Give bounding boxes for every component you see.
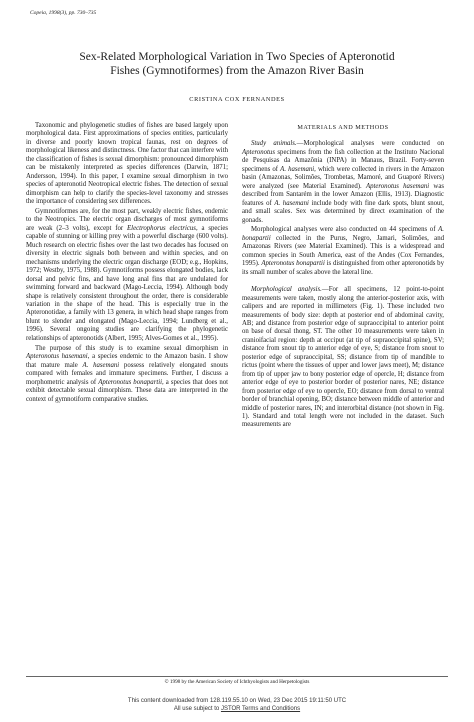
subsection-lead: Morphological analysis. — [251, 286, 322, 294]
text-run: which were collected in rivers in the Amazon basin (Amazonas, Solimões, Trombetas, Mamoré, and Guaporé Rivers) were analyzed (see Material Examined). — [242, 165, 444, 190]
download-notice — [0, 698, 474, 713]
text-run: specimens from the fish collection at the Instituto Nacional de Pesquisas da Amazônia (INPA) in Manaus, Brazil. Forty-seven specimens of — [242, 148, 444, 173]
text-run: a species that does not exhibit detectable sexual dimorphism. These data are interpreted in the context of gymnotiform comparative studies. — [26, 378, 229, 403]
jstor-terms-link[interactable]: JSTOR Terms and Conditions — [220, 705, 301, 712]
title-line-2: Fishes (Gymnotiformes) from the Amazon River Basin — [110, 65, 364, 77]
text-run: is distinguished from other apteronotids by its small number of scales above the lateral line. — [242, 260, 444, 276]
text-run: a species capable of stunning or killing prey with a powerful discharge (600 volts). Much research on electric fishes over the last two decades has focused on diversity in electric signals both between and within species, and on mechanisms underlying the electric organ discharge (EOD; e.g., Hopkins, 1972; Westby, 1975, 1988). Gymnotiforms possess elongated bodies, lack dorsal and pelvic fins, and have long anal fins that are undulated for swimming forward and backward (Mago-Leccia, 1994). Although body shape is relatively consistent throughout the order, there is considerable variation in the shape of the head. This is especially true in the Apteronotidae, a family with 13 genera, in which head shape ranges from blunt to slender and elongated (Mago-Leccia, 1994; Lundberg et al., 1996). Several ongoing studies are clarifying the phylogenetic relationships of apteronotids (Albert, 1995; Alves-Gomes et al., 1995). — [26, 224, 228, 342]
text-run: Morphological analyses were also conducted on 44 specimens of — [251, 226, 439, 234]
article-title — [30, 50, 444, 78]
subsection-lead: Study animals. — [251, 140, 297, 148]
species-name: Electrophorus electricus, — [127, 224, 198, 232]
title-line-1: Sex-Related Morphological Variation in Two Species of Apteronotid — [79, 51, 395, 63]
text-run: —Morphological analyses were conducted on — [296, 140, 445, 148]
text-run: collected in the Purus, Negro, Jamari, Solimões, and Amazonas Rivers (see Material Examined). This is a widespread and common species in South America, east of the Andes (Cox Fernandes, 1995). — [242, 234, 444, 268]
species-name: A. hasemani, — [280, 165, 316, 173]
intro-paragraph-3 — [26, 345, 228, 404]
terms-prefix: All use subject to — [173, 705, 221, 712]
text-run: possess relatively elongated snouts compared with females and immature specimens. Further, I discuss a morphometric analysis of — [26, 361, 229, 386]
left-column — [26, 122, 228, 404]
download-line: This content downloaded from 128.119.55.10 on Wed, 23 Dec 2015 19:11:50 UTC — [127, 698, 347, 704]
text-run: The purpose of this study is to examine sexual dimorphism in — [35, 344, 228, 352]
copyright-notice: © 1998 by the American Society of Ichthyologists and Herpetologists — [164, 679, 310, 685]
author-name: CRISTINA COX FERNANDES — [189, 96, 285, 103]
species-name: Apteronotus bonapartii — [261, 260, 325, 268]
species-name: Apteronotus hasemani — [365, 182, 430, 190]
species-name: Apteronotus bonapartii, — [98, 378, 164, 386]
species-name: A. hasemani — [82, 361, 120, 369]
journal-reference: Copeia, 1998(3), pp. 730–735 — [30, 10, 97, 16]
terms-line — [0, 706, 474, 714]
right-column — [242, 122, 444, 430]
section-heading: MATERIALS AND METHODS — [297, 124, 389, 131]
text-run: —For all specimens, 12 point-to-point measurements were taken, mostly along the anterior-posterior axis, with calipers and are reported in millimeters (Fig. 1). These included two measurements of body size: depth at posterior end of abdominal cavity, AB; and distance from posterior edge of supraoccipital to anterior point on base of dorsal thong, ST. The other 10 measurements were taken in cranioifacial region: depth at occiput (at tip of supraoccipital spine), SV; distance from snout tip to anterior edge of eye, S; distance from snout to posterior edge of supraoccipital, SS; distance from tip of mandible to rictus (point where the tissues of upper and lower jaws meet), M; distance from tip of upper jaw to bony posterior edge of opercle, H; distance from anterior edge of eye to posterior border of posterior nares, NE; distance from posterior edge of eye to opercle, EO; distance from dorsal to ventral border of branchial opening, BO; distance between middle of anterior and middle of posterior nares, IN; and interorbital distance (not shown in Fig. 1). Standard and total length were not included in the dataset. Such measurements are — [242, 286, 444, 429]
footer-divider — [26, 676, 448, 677]
intro-paragraph-1: Taxonomic and phylogenetic studies of fishes are based largely upon morphological data. First approximations of species entities, particularly in diverse and poorly known tropical faunas, rest on degrees of morphological likeness and distinctness. One factor that can interfere with the classification of fishes is sexual dimorphism: pronounced dimorphism can be mistakenly interpreted as species differences (Darwin, 1871; Andersson, 1994). In this paper, I examine sexual dimorphism in two species of apteronotid Neotropical electric fishes. The detection of sexual dimorphism can help to clarify the species-level taxonomy and stresses the importance of considering sex differences. — [26, 122, 228, 206]
text-run: was described from Santarém in the lower Amazon (Ellis, 1913). Diagnostic features of — [242, 182, 444, 207]
study-animals-paragraph — [242, 140, 444, 225]
bonapartii-paragraph — [242, 226, 444, 277]
intro-paragraph-2 — [26, 208, 228, 343]
text-run: Gymnotiformes are, for the most part, weakly electric fishes, endemic to the Neotropics. The electric organ discharges of most gymnotiforms are weak (2–3 volts), except for — [26, 208, 228, 232]
morphological-analysis-paragraph — [242, 286, 444, 430]
species-name: Apteronotus — [242, 148, 275, 156]
species-name: Apteronotus hasemani, — [26, 353, 90, 361]
text-run: a species endemic to the Amazon basin. I show that mature male — [26, 353, 228, 369]
text-run: include body with fine dark spots, blunt snout, and small scales. Sex was determined by direct examination of the gonads. — [242, 199, 444, 224]
species-name: A. bonapartii — [242, 226, 444, 242]
species-name: A. hasemani — [274, 199, 309, 207]
